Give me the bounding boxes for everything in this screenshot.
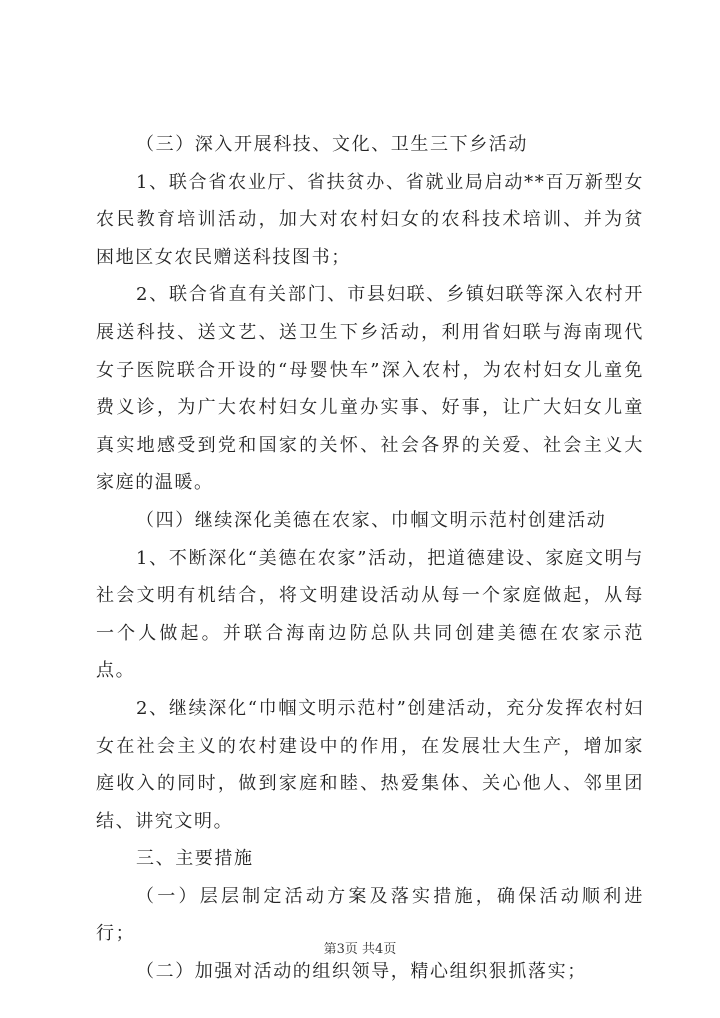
paragraph: 1、不断深化“美德在农家”活动，把道德建设、家庭文明与社会文明有机结合，将文明建设活动从每一个家庭做起，从每一个人做起。并联合海南边防总队共同创建美德在农家示范点。 bbox=[96, 547, 644, 682]
paragraph: （二）加强对活动的组织领导，精心组织狠抓落实； bbox=[136, 961, 587, 983]
document-body bbox=[96, 126, 644, 991]
section-heading-3: （三）深入开展科技、文化、卫生三下乡活动 bbox=[136, 134, 528, 155]
section-heading-4: （四）继续深化美德在农家、巾帼文明示范村创建活动 bbox=[136, 509, 607, 531]
paragraph: （一）层层制定活动方案及落实措施，确保活动顺利进行； bbox=[96, 885, 644, 945]
page-footer: 第3页 共4页 bbox=[323, 942, 397, 957]
paragraph: 2、继续深化“巾帼文明示范村”创建活动，充分发挥农村妇女在社会主义的农村建设中的作用，在发展壮大生产，增加家庭收入的同时，做到家庭和睦、热爱集体、关心他人、邻里团结、讲究文明。 bbox=[96, 697, 644, 832]
paragraph: 2、联合省直有关部门、市县妇联、乡镇妇联等深入农村开展送科技、送文艺、送卫生下乡活动，利用省妇联与海南现代女子医院联合开设的“母婴快车”深入农村，为农村妇女儿童免费义诊，为广大农村妇女儿童办实事、好事，让广大妇女儿童真实地感受到党和国家的关怀、社会各界的关爱、社会主义大家庭的温暖。 bbox=[96, 284, 644, 494]
paragraph: 1、联合省农业厅、省扶贫办、省就业局启动**百万新型女农民教育培训活动，加大对农村妇女的农科技术培训、并为贫困地区女农民赠送科技图书； bbox=[96, 171, 644, 268]
section-heading-measures: 三、主要措施 bbox=[136, 848, 254, 870]
